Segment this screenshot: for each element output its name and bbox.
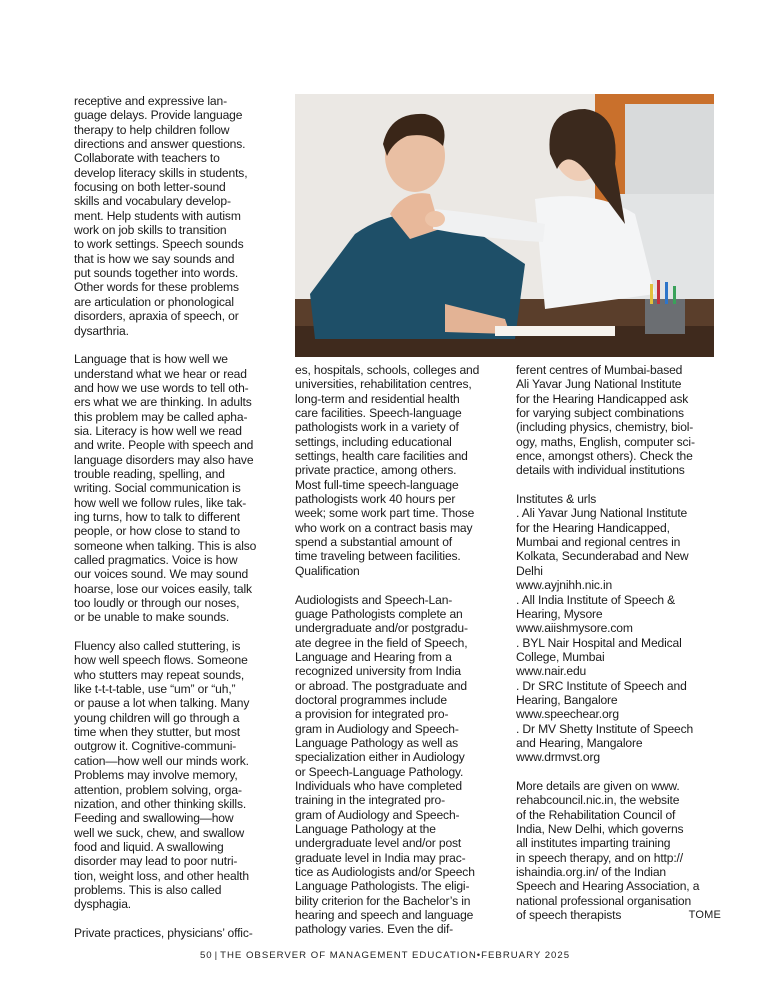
paragraph-private-practices: Private practices, physicians’ offic- xyxy=(74,925,253,940)
issue-date: FEBRUARY 2025 xyxy=(481,950,571,961)
paragraph-more-details: More details are given on www. rehabcouncil.nic.in, the website of the Rehabilitation Council of India, New Delhi, which governs all institutes imparting training in speech therapy, and on http:// ishaindia.org.in/ of the Indian Speech and Hearing Association, a national professional organisation of speech therapists xyxy=(516,778,700,923)
paragraph-fluency: Fluency also called stuttering, is how well speech flows. Someone who stutters may repeat sounds, like t-t-t-table, use “um” or “uh,” or pause a lot when talking. Many young children will go through a time when they stutter, but most outgrow it. Cognitive-communi- cation—how well our minds work. Problems may involve memory, attention, problem solving, orga- nization, and other thinking skills. Feeding and swallowing—how well we suck, chew, and swallow food and liquid. A swallowing disorder may lead to poor nutri- tion, weight loss, and other health problems. This is also called dysphagia. xyxy=(74,639,250,912)
paragraph-speech-sounds: receptive and expressive lan- guage delays. Provide language therapy to help children follow directions and answer questions. Collaborate with teachers to develop literacy skills in students, focusing on both letter-sound skills and vocabulary develop- ment. Help students with autism work on job skills to transition to work settings. Speech sounds that is how we say sounds and put sounds together into words. Other words for these problems are articulation or phonological disorders, apraxia of speech, or dysarthria. xyxy=(74,94,248,338)
institutes-list: Institutes & urls . Ali Yavar Jung National Institute for the Hearing Handicapped, Mumbai and regional centres in Kolkata, Secunderabad and New Delhi www.ayjnihh.nic.in . All India Institute of Speech & Hearing, Mysore www.aiishmysore.com . BYL Nair Hospital and Medical College, Mumbai www.nair.edu . Dr SRC Institute of Speech and Hearing, Bangalore www.speechear.org . Dr MV Shetty Institute of Speech and Hearing, Mangalore www.drmvst.org xyxy=(516,492,694,765)
closing-paragraph-wrapper xyxy=(516,779,721,922)
author-signoff: TOME xyxy=(688,909,721,922)
paragraph-qualification: Audiologists and Speech-Lan- guage Pathologists complete an undergraduate and/or postgradu- ate degree in the field of Speech, Language and Hearing from a recognized university from India or abroad. The postgraduate and doctoral programmes include a provision for integrated pro- gram in Audiology and Speech- Language Pathology as well as specialization either in Audiology or Speech-Language Pathology. Individuals who have completed training in the integrated pro- gram of Audiology and Speech- Language Pathology at the undergraduate level and/or post graduate level in India may prac- tice as Audiologists and/or Speech Language Pathologists. The eligi- bility criterion for the Bachelor’s in hearing and speech and language pathology varies. Even the dif- xyxy=(295,592,475,937)
footer-dot: • xyxy=(476,950,482,961)
page-footer xyxy=(0,950,770,961)
paragraph-subject-combinations: ferent centres of Mumbai-based Ali Yavar Jung National Institute for the Hearing Handicapped ask for varying subject combinations (including physics, chemistry, biol- ogy, maths, English, computer sci- ence, amongst others). Check the details with individual institutions xyxy=(516,363,695,478)
article-column-2 xyxy=(295,363,501,937)
page-number: 50 xyxy=(199,950,213,961)
footer-separator: | xyxy=(214,950,219,961)
paragraph-language: Language that is how well we understand what we hear or read and how we use words to tell oth- ers what we are thinking. In adults this problem may be called apha- sia. Literacy is how well we read and write. People with speech and language disorders may also have trouble reading, spelling, and writing. Social communication is how well we follow rules, like tak- ing turns, how to talk to different people, or how close to stand to someone when talking. This is also called pragmatics. Voice is how our voices sound. We may sound hoarse, lose our voices easily, talk too loudly or through our noses, or be unable to make sounds. xyxy=(74,352,257,625)
publication-name: THE OBSERVER OF MANAGEMENT EDUCATION xyxy=(220,950,477,961)
article-column-3 xyxy=(516,363,721,922)
paragraph-work-settings: es, hospitals, schools, colleges and universities, rehabilitation centres, long-term and residential health care facilities. Speech-language pathologists work in a variety of settings, including educational settings, health care facilities and private practice, among others. Most full-time speech-language pathologists work 40 hours per week; some work part time. Those who work on a contract basis may spend a substantial amount of time traveling between facilities. Qualification xyxy=(295,363,480,578)
article-photo-speech-therapist-examining-patient xyxy=(295,94,714,357)
photo-illustration xyxy=(295,94,714,357)
article-column-1 xyxy=(74,94,280,940)
